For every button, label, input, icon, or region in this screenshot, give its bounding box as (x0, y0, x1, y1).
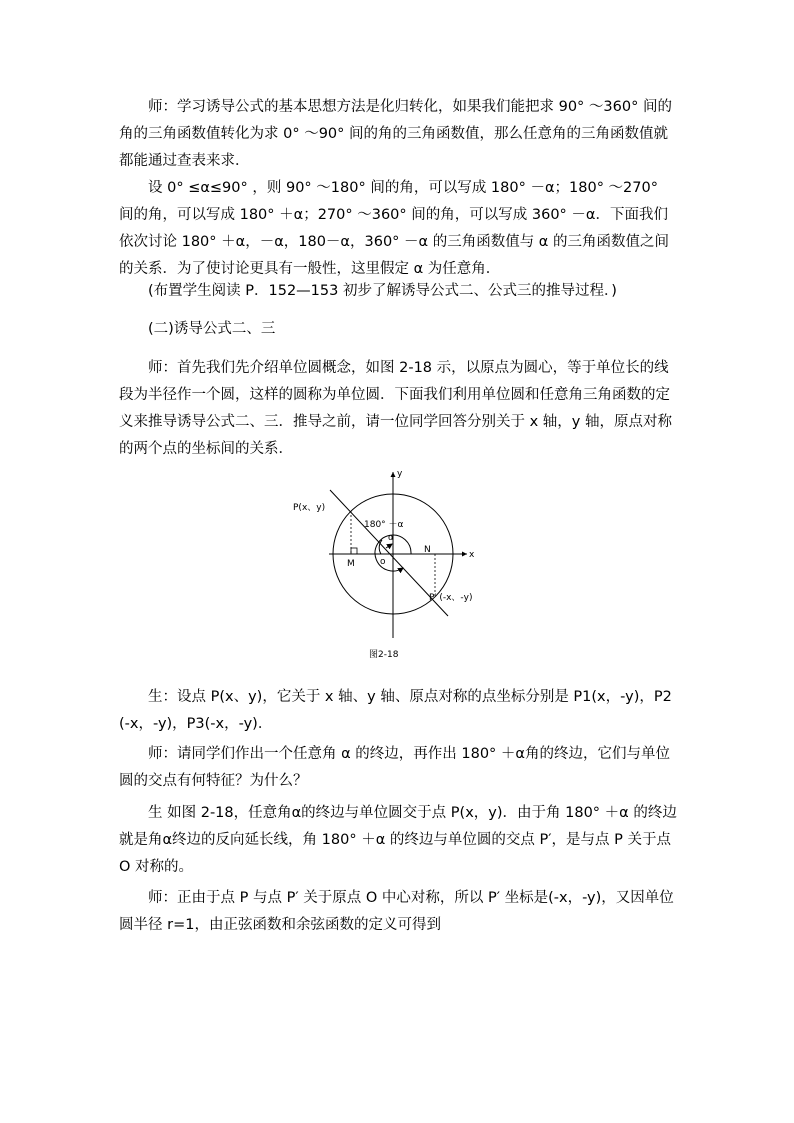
label-y: y (397, 469, 403, 479)
paragraph-1 (119, 94, 677, 175)
paragraph-4 (119, 355, 677, 463)
paragraph-5 (119, 684, 677, 738)
unit-circle-diagram (285, 466, 515, 662)
figure-2-18 (285, 466, 515, 662)
label-x: x (469, 550, 475, 560)
paragraph-1-text: 师：学习诱导公式的基本思想方法是化归转化，如果我们能把求 90° ～360° 间的角的三角函数值转化为求 0° ～90° 间的角的三角函数值，那么任意角的三角函数值就都能通过查表来求． (119, 99, 672, 169)
label-p-prime: P′ (-x、-y) (429, 593, 473, 603)
paragraph-6-text: 师：请同学们作出一个任意角 α 的终边，再作出 180° ＋α角的终边，它们与单位圆的交点有何特征？为什么？ (119, 746, 670, 789)
paragraph-2 (119, 175, 677, 283)
paragraph-8 (119, 885, 677, 939)
label-m: M (347, 559, 355, 569)
label-o: o (380, 557, 386, 567)
y-axis-arrow-icon (391, 472, 396, 477)
label-alpha: α (388, 533, 394, 543)
x-axis-arrow-icon (462, 552, 467, 557)
figure-caption: 图2-18 (369, 650, 399, 660)
paragraph-7 (119, 800, 677, 881)
angle-arc-alpha (379, 540, 382, 554)
alpha-arrow (386, 544, 392, 548)
paragraph-3-text: (布置学生阅读 P．152—153 初步了解诱导公式二、公式三的推导过程．) (148, 283, 617, 299)
paragraph-6 (119, 741, 677, 795)
paragraph-5-text: 生：设点 P(x、y)，它关于 x 轴、y 轴、原点对称的点坐标分别是 P1(x，-y)，P2(-x，-y)，P3(-x，-y)． (119, 689, 672, 732)
paragraph-3 (119, 278, 677, 305)
section-heading-text: (二)诱导公式二、三 (148, 321, 276, 337)
paragraph-4-text: 师：首先我们先介绍单位圆概念，如图 2-18 示，以原点为圆心，等于单位长的线段为半径作一个圆，这样的圆称为单位圆．下面我们利用单位圆和任意角三角函数的定义来推导诱导公式二、三．推导之前，请一位同学回答分别关于 x 轴，y 轴，原点对称的两个点的坐标间的关系． (119, 360, 672, 457)
paragraph-2-text: 设 0° ≤α≤90° ，则 90° ～180° 间的角，可以写成 180° －α；180° ～270° 间的角，可以写成 180° ＋α；270° ～360° 间的角，可以写成 360° －α．下面我们依次讨论 180° ＋α，－α，180－α，360° －α 的三角函数值与 α 的三角函数值之间的关系．为了使讨论更具有一般性，这里假定 α 为任意角． (119, 180, 669, 277)
section-heading (119, 316, 677, 343)
label-n: N (424, 545, 431, 555)
label-p: P(x、y) (293, 503, 326, 513)
label-angle: 180° ＋α (364, 520, 404, 530)
paragraph-7-text: 生 如图 2-18，任意角α的终边与单位圆交于点 P(x，y)．由于角 180° ＋α 的终边就是角α终边的反向延长线，角 180° ＋α 的终边与单位圆的交点 P′，是与点 P 关于点 O 对称的。 (119, 805, 677, 875)
right-angle-mark (351, 548, 357, 554)
paragraph-8-text: 师：正由于点 P 与点 P′ 关于原点 O 中心对称，所以 P′ 坐标是(-x，-y)，又因单位圆半径 r=1，由正弦函数和余弦函数的定义可得到 (119, 890, 674, 933)
